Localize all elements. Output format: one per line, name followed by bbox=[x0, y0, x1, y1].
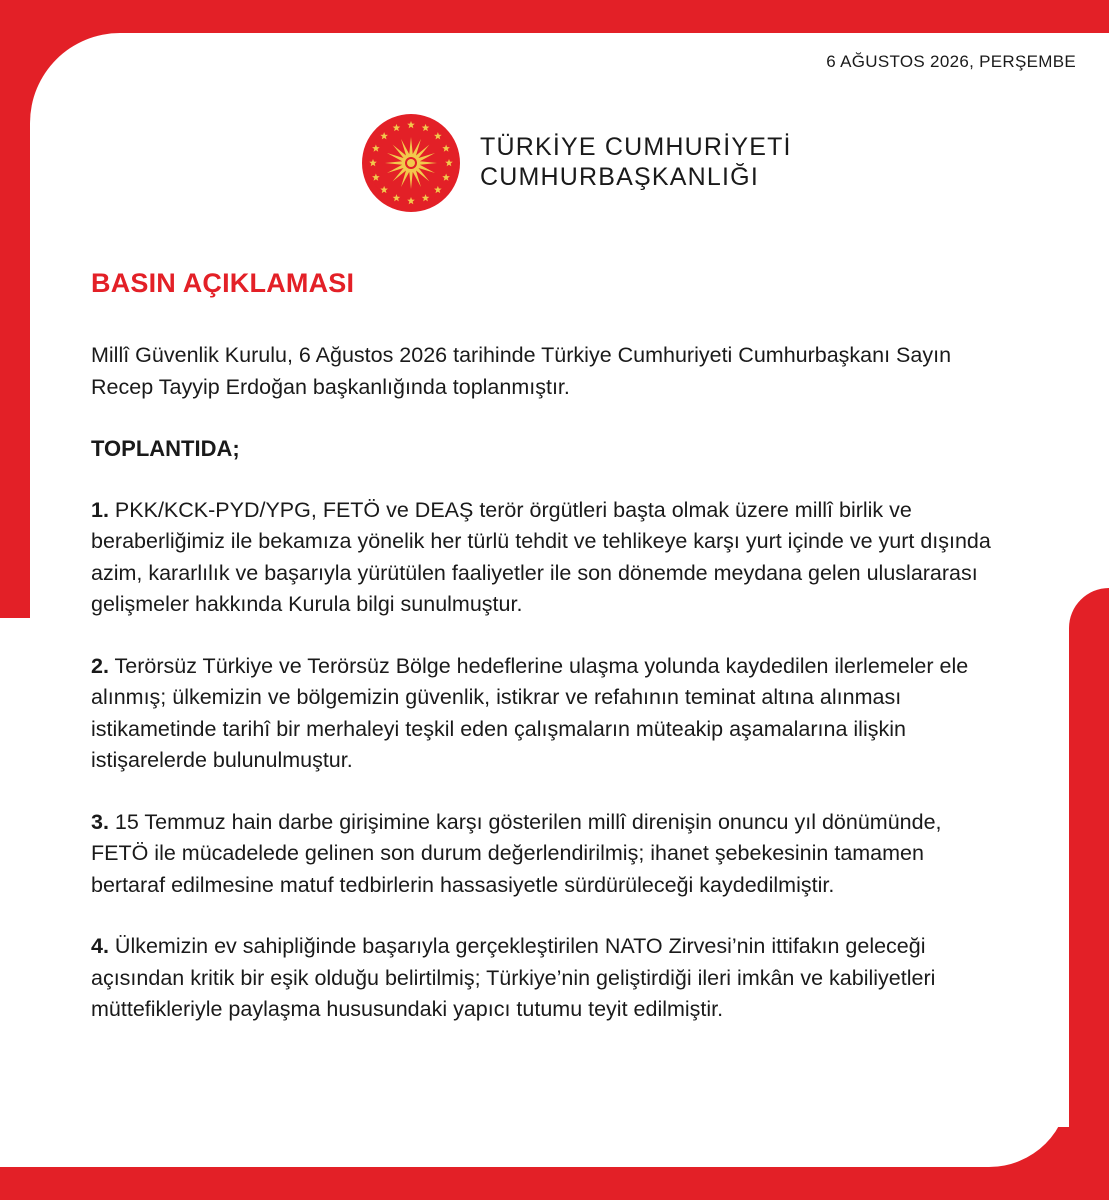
release-date: 6 AĞUSTOS 2026, PERŞEMBE bbox=[826, 52, 1076, 71]
right-red-edge bbox=[1069, 588, 1109, 1167]
institution-line-1: TÜRKİYE CUMHURİYETİ bbox=[480, 133, 792, 161]
list-item bbox=[91, 651, 991, 777]
institution-line-2: CUMHURBAŞKANLIĞI bbox=[480, 163, 759, 191]
item-text: Ülkemizin ev sahipliğinde başarıyla gerçekleştirilen NATO Zirvesi’nin ittifakın geleceği açısından kritik bir eşik olduğu belirtilmiş; Türkiye’nin geliştirdiği ileri imkân ve kabiliyetleri müttefikleriyle paylaşma hususundaki yapıcı tutumu teyit edilmiştir. bbox=[91, 934, 936, 1021]
intro-paragraph: Millî Güvenlik Kurulu, 6 Ağustos 2026 tarihinde Türkiye Cumhuriyeti Cumhurbaşkanı Sayın Recep Tayyip Erdoğan başkanlığında toplanmıştır. bbox=[91, 343, 952, 399]
statement-body bbox=[91, 340, 991, 1056]
item-text: PKK/KCK-PYD/YPG, FETÖ ve DEAŞ terör örgütleri başta olmak üzere millî birlik ve beraberliğimiz ile bekamıza yönelik her türlü tehdit ve tehlikeye karşı yurt içinde ve yurt dışında azim, kararlılık ve başarıyla yürütülen faaliyetler ile son dönemde meydana gelen uluslararası gelişmeler hakkında Kurula bilgi sunulmuştur. bbox=[91, 497, 991, 616]
institution-name bbox=[480, 132, 792, 192]
item-number: 4. bbox=[91, 934, 109, 958]
item-number: 2. bbox=[91, 653, 109, 678]
section-heading: TOPLANTIDA; bbox=[91, 436, 240, 461]
item-text: Terörsüz Türkiye ve Terörsüz Bölge hedeflerine ulaşma yolunda kaydedilen ilerlemeler ele alınmış; ülkemizin ve bölgemizin güvenlik, istikrar ve refahının teminat altına alınması istikametinde tarihî bir merhaleyi teşkil eden çalışmaların müteakip aşamalarına ilişkin istişarelerde bulunulmuştur. bbox=[91, 653, 969, 772]
list-item bbox=[91, 807, 991, 902]
item-text: 15 Temmuz hain darbe girişimine karşı gösterilen millî direnişin onuncu yıl dönümünde, FETÖ ile mücadelede gelinen son durum değerlendirilmiş; ihanet şebekesinin tamamen bertaraf edilmesine matuf tedbirlerin hassasiyetle sürdürüleceği kaydedilmiştir. bbox=[91, 809, 942, 897]
page-title: BASIN AÇIKLAMASI bbox=[91, 268, 355, 298]
item-number: 3. bbox=[91, 809, 109, 834]
presidential-seal-icon bbox=[361, 113, 461, 213]
list-item bbox=[91, 495, 991, 621]
bottom-red-band bbox=[0, 1167, 1109, 1200]
top-red-band bbox=[0, 0, 1109, 33]
list-item bbox=[91, 931, 991, 1026]
item-number: 1. bbox=[91, 497, 109, 522]
